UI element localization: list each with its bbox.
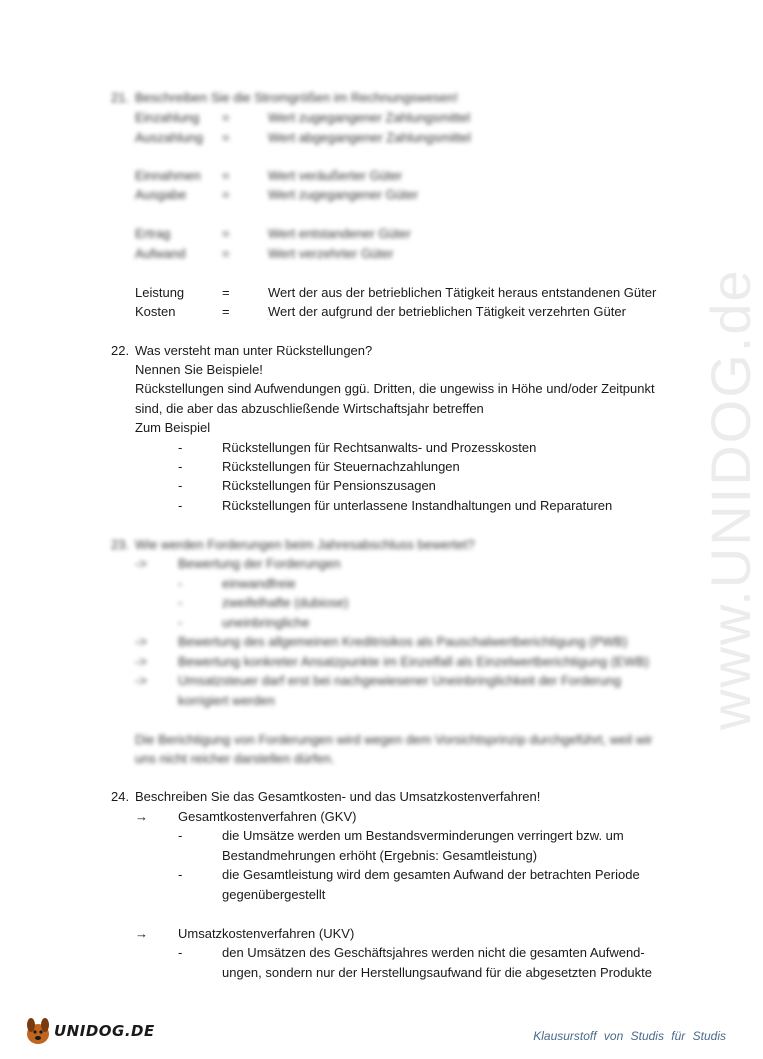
arrow-marker: -> [135, 556, 147, 571]
definition: Wert der aufgrund der betrieblichen Tätigkeit verzehrten Güter [268, 304, 626, 319]
definition: Wert abgegangener Zahlungsmittel [268, 130, 471, 145]
arrow-marker: -> [135, 634, 147, 649]
note-text: uns nicht reicher darstellen dürfen. [135, 751, 335, 766]
bullet-dash: - [178, 576, 183, 591]
term: Kosten [135, 304, 176, 319]
example-label: Zum Beispiel [135, 420, 211, 435]
answer-text: Rückstellungen sind Aufwendungen ggü. Dritten, die ungewiss in Höhe und/oder Zeitpunkt [135, 381, 655, 396]
list-item: Bewertung der Forderungen [178, 556, 341, 571]
definition: Wert veräußerter Güter [268, 168, 403, 183]
list-item: zweifelhafte (dubiose) [222, 595, 349, 610]
term: Leistung [135, 285, 185, 300]
logo-text: UNIDOG.DE [54, 1022, 155, 1040]
term: Einzahlung [135, 110, 200, 125]
equals-sign: = [222, 130, 230, 145]
equals-sign: = [222, 226, 230, 241]
section-title: Umsatzkostenverfahren (UKV) [178, 926, 355, 941]
list-item: den Umsätzen des Geschäftsjahres werden nicht die gesamten Aufwend- [222, 945, 645, 960]
term: Einnahmen [135, 168, 201, 183]
list-item: Rückstellungen für Steuernachzahlungen [222, 459, 460, 474]
arrow-marker: -> [135, 673, 147, 688]
list-item: ungen, sondern nur der Herstellungsaufwand für die abgesetzten Produkte [222, 965, 653, 980]
question-number: 21. [111, 90, 130, 105]
list-item: die Gesamtleistung wird dem gesamten Aufwand der betrachten Periode [222, 867, 640, 882]
definition: Wert zugegangener Zahlungsmittel [268, 110, 471, 125]
question-title: Beschreiben Sie das Gesamtkosten- und das Umsatzkostenverfahren! [135, 789, 541, 804]
list-item: Umsatzsteuer darf erst bei nachgewiesener Uneinbringlichkeit der Forderung [178, 673, 621, 688]
list-item: uneinbringliche [222, 615, 310, 630]
bullet-dash: - [178, 440, 183, 455]
definition: Wert zugegangener Güter [268, 187, 419, 202]
footer-tagline: Klausurstoff von Studis für Studis [533, 1029, 726, 1043]
question-title: Wie werden Forderungen beim Jahresabschluss bewertet? [135, 537, 475, 552]
question-number: 22. [111, 343, 130, 358]
section-title: Gesamtkostenverfahren (GKV) [178, 809, 357, 824]
equals-sign: = [222, 168, 230, 183]
bullet-dash: - [178, 595, 183, 610]
list-item: Rückstellungen für Pensionszusagen [222, 478, 436, 493]
list-item: Rückstellungen für unterlassene Instandhaltungen und Reparaturen [222, 498, 613, 513]
question-subtitle: Nennen Sie Beispiele! [135, 362, 263, 377]
bullet-dash: - [178, 478, 183, 493]
term: Auszahlung [135, 130, 203, 145]
note-text: Die Berichtigung von Forderungen wird wegen dem Vorsichtsprinzip durchgeführt, weil wir [135, 732, 653, 747]
list-item: die Umsätze werden um Bestandsverminderungen verringert bzw. um [222, 828, 624, 843]
bullet-dash: - [178, 828, 183, 843]
bullet-dash: - [178, 615, 183, 630]
bullet-dash: - [178, 945, 183, 960]
bullet-dash: - [178, 498, 183, 513]
list-item: gegenübergestellt [222, 887, 326, 902]
answer-text: sind, die aber das abzuschließende Wirtschaftsjahr betreffen [135, 401, 484, 416]
definition: Wert entstandener Güter [268, 226, 411, 241]
question-number: 23. [111, 537, 130, 552]
watermark: www.UNIDOG.de [699, 268, 762, 730]
term: Ausgabe [135, 187, 187, 202]
equals-sign: = [222, 304, 230, 319]
equals-sign: = [222, 285, 230, 300]
equals-sign: = [222, 246, 230, 261]
list-item: korrigiert werden [178, 693, 275, 708]
bullet-dash: - [178, 867, 183, 882]
list-item: Rückstellungen für Rechtsanwalts- und Prozesskosten [222, 440, 537, 455]
list-item: Bewertung konkreter Ansatzpunkte im Einzelfall als Einzelwertberichtigung (EWB) [178, 654, 650, 669]
term: Aufwand [135, 246, 186, 261]
list-item: einwandfreie [222, 576, 296, 591]
bullet-dash: - [178, 459, 183, 474]
list-item: Bewertung des allgemeinen Kreditrisikos als Pauschalwertberichtigung (PWB) [178, 634, 628, 649]
question-title: Beschreiben Sie die Stromgrößen im Rechnungswesen! [135, 90, 459, 105]
definition: Wert der aus der betrieblichen Tätigkeit heraus entstandenen Güter [268, 285, 657, 300]
term: Ertrag [135, 226, 171, 241]
equals-sign: = [222, 187, 230, 202]
arrow-marker: -> [135, 654, 147, 669]
equals-sign: = [222, 110, 230, 125]
list-item: Bestandmehrungen erhöht (Ergebnis: Gesamtleistung) [222, 848, 538, 863]
arrow-marker: → [135, 926, 148, 941]
question-title: Was versteht man unter Rückstellungen? [135, 343, 373, 358]
question-number: 24. [111, 789, 130, 804]
arrow-marker: → [135, 809, 148, 824]
definition: Wert verzehrter Güter [268, 246, 394, 261]
